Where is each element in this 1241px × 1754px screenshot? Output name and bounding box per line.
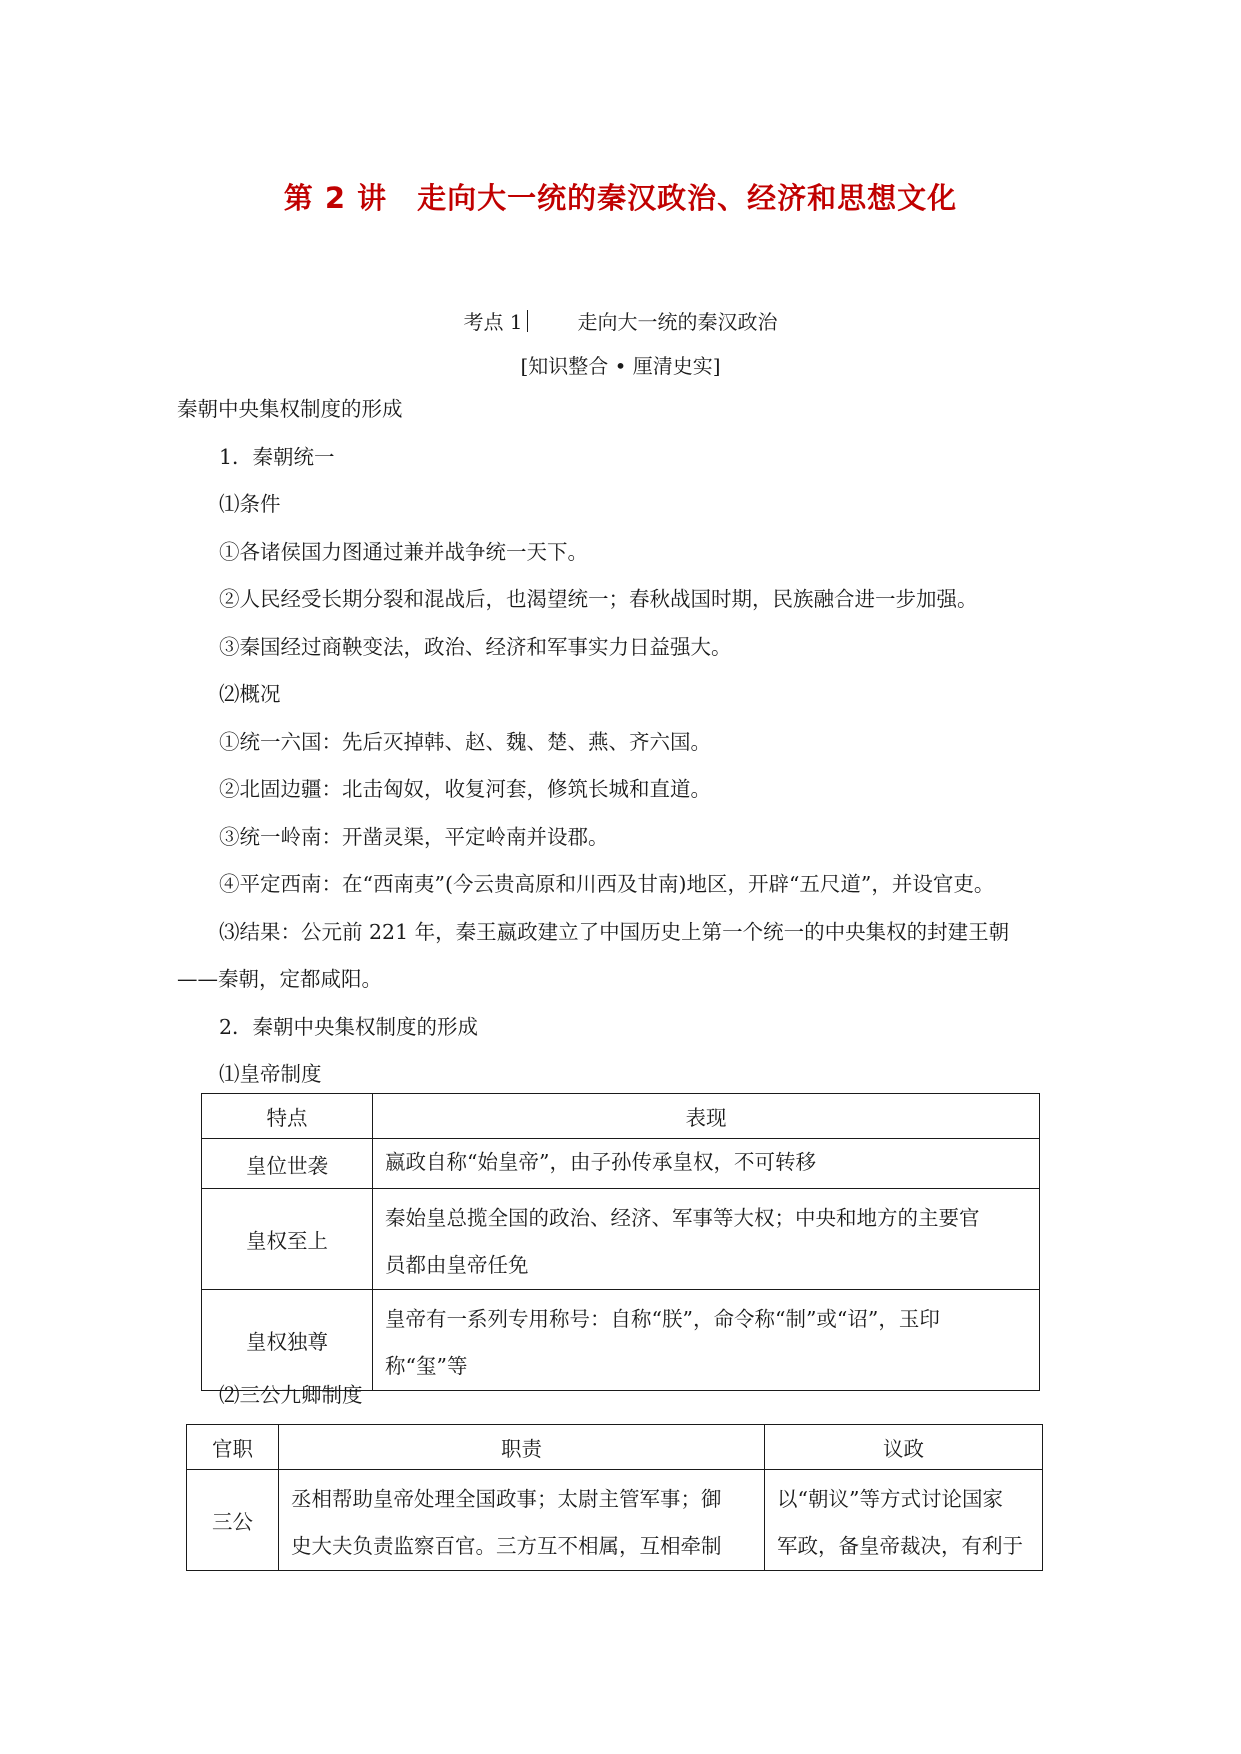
feature-cell: 皇权独尊 [202, 1290, 373, 1391]
duty-cell: 丞相帮助皇帝处理全国政事；太尉主管军事；御 史大夫负责监察百官。三方互不相属，互相牵制 [279, 1470, 765, 1571]
lecture-number: 第 2 讲 [283, 181, 388, 215]
section-heading: 秦朝中央集权制度的形成 [177, 397, 403, 421]
kaodian-topic: 走向大一统的秦汉政治 [577, 310, 778, 334]
council-cell: 以“朝议”等方式讨论国家 军政，备皇帝裁决，有利于 [765, 1470, 1043, 1571]
table-row [202, 1290, 1040, 1391]
overview-item: ③统一岭南：开凿灵渠，平定岭南并设郡。 [219, 825, 609, 849]
table-header-row [202, 1094, 1040, 1139]
detail-cell: 秦始皇总揽全国的政治、经济、军事等大权；中央和地方的主要官 员都由皇帝任免 [373, 1189, 1040, 1290]
header-duty: 职责 [279, 1425, 765, 1470]
condition-item: ②人民经受长期分裂和混战后，也渴望统一；春秋战国时期，民族融合进一步加强。 [219, 587, 978, 611]
feature-cell: 皇权至上 [202, 1189, 373, 1290]
condition-item: ①各诸侯国力图通过兼并战争统一天下。 [219, 540, 588, 564]
kaodian-heading [0, 306, 1241, 335]
overview-item: ①统一六国：先后灭掉韩、赵、魏、楚、燕、齐六国。 [219, 730, 711, 754]
overview-item: ④平定西南：在“西南夷”(今云贵高原和川西及甘南)地区，开辟“五尺道”，并设官吏。 [219, 872, 995, 896]
header-office: 官职 [187, 1425, 279, 1470]
page-title [0, 176, 1241, 217]
table-header-row [187, 1425, 1043, 1470]
heading-qin-unification: 1．秦朝统一 [219, 445, 335, 469]
result-text-continued: ——秦朝，定都咸阳。 [177, 967, 382, 991]
detail-cell: 皇帝有一系列专用称号：自称“朕”，命令称“制”或“诏”，玉印 称“玺”等 [373, 1290, 1040, 1391]
table-row [202, 1189, 1040, 1290]
kaodian-label: 考点 1 [463, 310, 523, 334]
table-row [187, 1470, 1043, 1571]
subheading-overview: ⑵概况 [219, 682, 281, 706]
lecture-topic: 走向大一统的秦汉政治、经济和思想文化 [417, 181, 958, 215]
kaodian-divider [527, 310, 528, 332]
heading-central-system: 2．秦朝中央集权制度的形成 [219, 1015, 479, 1039]
header-council: 议政 [765, 1425, 1043, 1470]
header-feature: 特点 [202, 1094, 373, 1139]
condition-item: ③秦国经过商鞅变法，政治、经济和军事实力日益强大。 [219, 635, 732, 659]
overview-item: ②北固边疆：北击匈奴，收复河套，修筑长城和直道。 [219, 777, 711, 801]
result-text: ⑶结果：公元前 221 年，秦王嬴政建立了中国历史上第一个统一的中央集权的封建王朝 [219, 920, 1010, 944]
detail-cell: 嬴政自称“始皇帝”，由子孙传承皇权，不可转移 [373, 1139, 1040, 1189]
office-cell: 三公 [187, 1470, 279, 1571]
section-tag: [知识整合 • 厘清史实] [520, 354, 721, 378]
subheading-conditions: ⑴条件 [219, 492, 281, 516]
sangong-table [186, 1424, 1043, 1571]
emperor-system-table [201, 1093, 1040, 1391]
feature-cell: 皇位世袭 [202, 1139, 373, 1189]
subheading-sangong: ⑵三公九卿制度 [219, 1383, 363, 1407]
header-detail: 表现 [373, 1094, 1040, 1139]
table-row [202, 1139, 1040, 1189]
subheading-emperor-system: ⑴皇帝制度 [219, 1062, 322, 1086]
